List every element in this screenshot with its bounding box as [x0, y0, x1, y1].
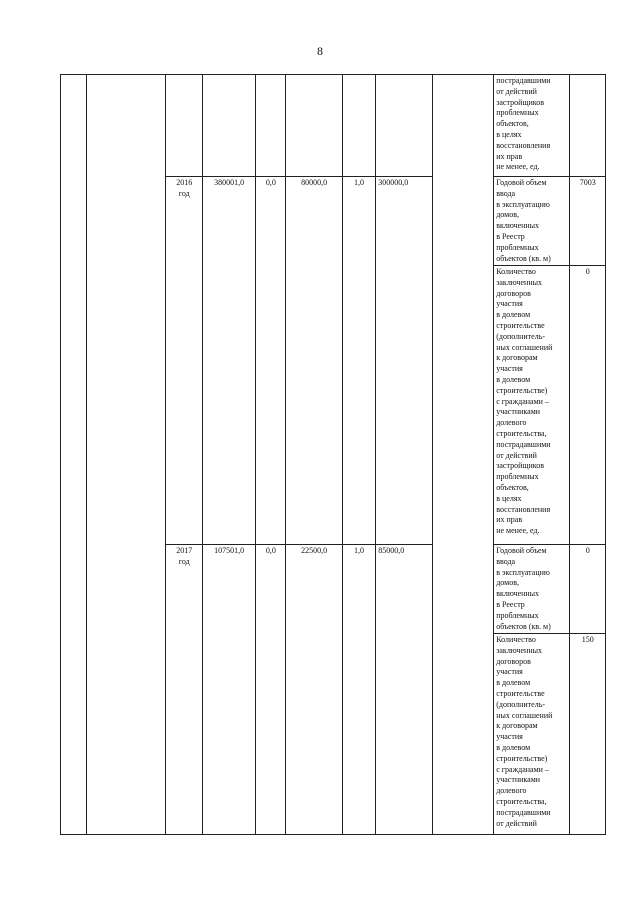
program-funding-table — [60, 74, 606, 835]
funding-cell — [286, 75, 342, 177]
funding-value: 0,0 — [265, 546, 276, 555]
indicator-value: 150 — [581, 635, 594, 644]
funding-cell — [376, 545, 432, 835]
funding-cell — [342, 177, 375, 545]
event-name-cell — [87, 75, 166, 835]
funding-cell — [342, 545, 375, 835]
funding-cell — [286, 545, 342, 835]
total-cell — [202, 177, 255, 545]
total-value: 380001,0 — [214, 178, 245, 187]
funding-value: 300000,0 — [378, 178, 409, 187]
funding-value: 22500,0 — [301, 546, 328, 555]
funding-cell — [376, 177, 432, 545]
funding-cell — [342, 75, 375, 177]
indicator-text-cell — [494, 545, 570, 634]
funding-value: 85000,0 — [378, 546, 405, 555]
indicator-value: 7003 — [579, 178, 596, 187]
funding-value: 0,0 — [265, 178, 276, 187]
funding-cell — [256, 177, 286, 545]
indicator-text: Количество заключенных договоров участия в долевом строительстве (дополнитель- ных соглашений к договорам участия в долевом строительстве) с гражданами – участниками долевого строительства, пострадавшими от действий — [496, 635, 553, 828]
indicator-text-cell — [494, 266, 570, 545]
table-row — [61, 75, 606, 177]
total-cell — [202, 545, 255, 835]
indicator-text-cell — [494, 75, 570, 177]
year-cell — [166, 545, 203, 835]
year-cell — [166, 177, 203, 545]
indicator-value-cell — [570, 634, 606, 835]
indicator-text: пострадавшими от действий застройщиков проблемных объектов, в целях восстановления их прав не менее, ед. — [496, 76, 551, 172]
funding-value: 80000,0 — [301, 178, 328, 187]
page-number: 8 — [317, 44, 323, 58]
year-label: 2017 год — [176, 546, 193, 566]
funding-value: 1,0 — [354, 546, 365, 555]
year-label: 2016 год — [176, 178, 193, 198]
indicator-text: Годовой объем ввода в эксплуатацию домов, включенных в Реестр проблемных объектов (кв. м) — [496, 546, 551, 631]
indicator-text: Количество заключенных договоров участия в долевом строительстве (дополнитель- ных соглашений к договорам участия в долевом строительстве) с гражданами – участниками долевого строительства, пострадавшими от действий застройщиков проблемных объектов, в целях восстановления их прав не менее, ед. — [496, 267, 553, 536]
number-cell — [61, 75, 87, 835]
funding-cell — [256, 545, 286, 835]
funding-cell — [286, 177, 342, 545]
funding-cell — [256, 75, 286, 177]
year-cell — [166, 75, 203, 177]
indicator-text-cell — [494, 177, 570, 266]
total-cell — [202, 75, 255, 177]
indicator-value-cell — [570, 75, 606, 177]
executor-cell — [432, 75, 494, 835]
indicator-value: 0 — [585, 267, 590, 276]
indicator-text: Годовой объем ввода в эксплуатацию домов, включенных в Реестр проблемных объектов (кв. м) — [496, 178, 551, 263]
funding-value: 1,0 — [354, 178, 365, 187]
indicator-value-cell — [570, 177, 606, 266]
indicator-text-cell — [494, 634, 570, 835]
indicator-value-cell — [570, 266, 606, 545]
total-value: 107501,0 — [214, 546, 245, 555]
indicator-value-cell — [570, 545, 606, 634]
indicator-value: 0 — [585, 546, 590, 555]
funding-cell — [376, 75, 432, 177]
